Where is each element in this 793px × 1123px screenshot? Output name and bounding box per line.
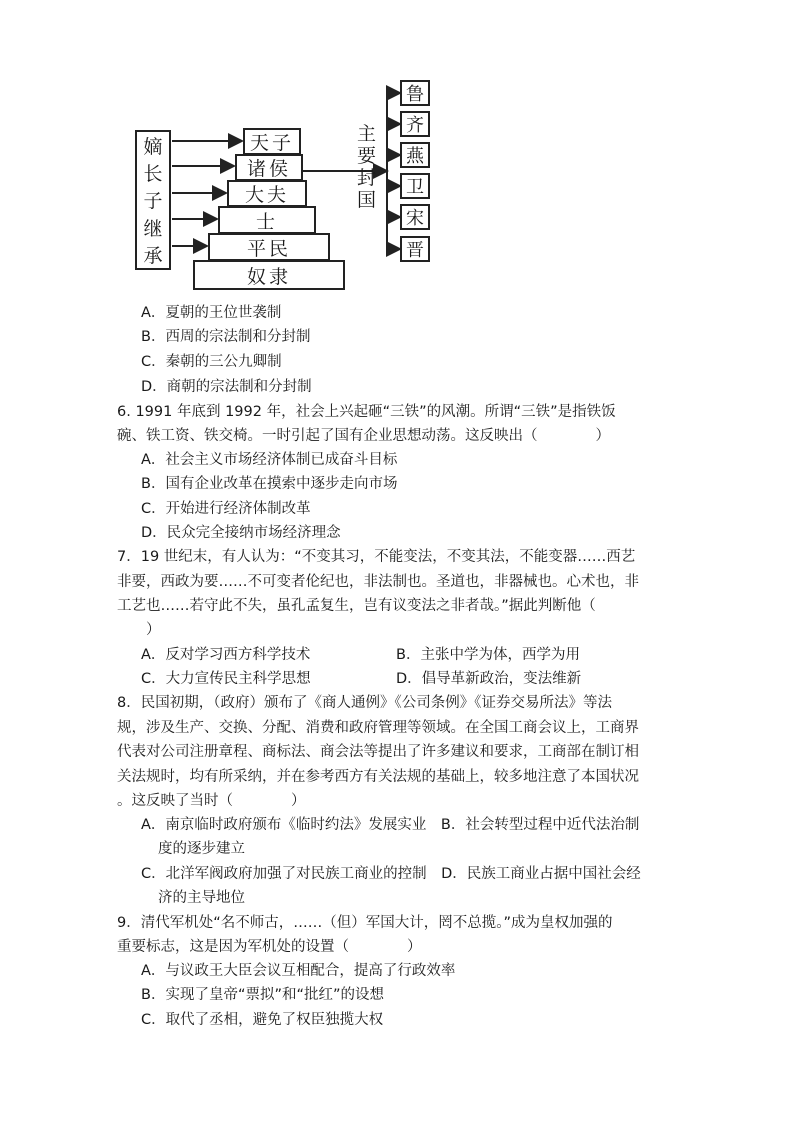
pyramid-level-dafu: 大夫 (227, 180, 307, 207)
pyramid-level-pingmin: 平民 (208, 233, 330, 261)
q9-option-b: B．实现了皇帝“票拟”和“批红”的设想 (141, 987, 384, 1003)
q8-option-b-cont: 度的逐步建立 (158, 841, 245, 857)
q8-option-cd: C．北洋军阀政府加强了对民族工商业的控制 D．民族工商业占据中国社会经 (141, 866, 641, 882)
q5-option-c: C．秦朝的三公九卿制 (141, 354, 282, 370)
inheritance-char: 子 (143, 190, 163, 213)
q8-stem: 代表对公司注册章程、商标法、商会法等提出了许多建议和要求，工商部在制订相 (117, 744, 639, 760)
q8-option-ab: A．南京临时政府颁布《临时约法》发展实业 B．社会转型过程中近代法治制 (141, 817, 640, 833)
state-box-qi: 齐 (400, 111, 430, 137)
q6-option-a: A．社会主义市场经济体制已成奋斗目标 (141, 452, 398, 468)
pyramid-level-nuli: 奴隶 (193, 260, 345, 290)
pyramid-level-zhuhou: 诸侯 (235, 154, 303, 181)
q7-stem: 7．19 世纪末，有人认为：“不变其习，不能变法，不变其法，不能变器……西艺 (117, 549, 636, 565)
q6-option-d: D．民众完全接纳市场经济理念 (141, 525, 341, 541)
state-box-jin: 晋 (400, 236, 430, 262)
state-box-yan: 燕 (400, 142, 430, 168)
inheritance-char: 承 (143, 244, 163, 267)
label-char: 主 (357, 123, 377, 145)
zongfa-diagram (135, 78, 435, 293)
q6-option-c: C．开始进行经济体制改革 (141, 501, 311, 517)
q8-stem: 8．民国初期，（政府）颁布了《商人通例》《公司条例》《证券交易所法》等法 (117, 695, 612, 711)
q9-stem: 重要标志，这是因为军机处的设置（ ） (117, 939, 422, 955)
q8-stem: 关法规时，均有所采纳，并在参考西方有关法规的基础上，较多地注意了本国状况 (117, 769, 639, 785)
q7-option-d: D．倡导革新政治，变法维新 (396, 671, 582, 687)
state-box-lu: 鲁 (400, 80, 430, 106)
label-char: 要 (357, 145, 377, 167)
pyramid-level-tianzi: 天子 (243, 128, 301, 155)
main-fiefdoms-label (357, 123, 376, 211)
q7-stem: 工艺也……若守此不失，虽孔孟复生，岂有议变法之非者哉。”据此判断他（ (117, 598, 596, 614)
q5-option-d: D．商朝的宗法制和分封制 (141, 379, 312, 395)
q9-option-c: C．取代了丞相，避免了权臣独揽大权 (141, 1012, 384, 1028)
q8-stem: 。这反映了当时（ ） (117, 793, 306, 809)
q8-stem: 规，涉及生产、交换、分配、消费和政府管理等领域。在全国工商会议上，工商界 (117, 720, 639, 736)
q7-option-a: A．反对学习西方科学技术 (141, 647, 311, 663)
q7-option-b: B．主张中学为体，西学为用 (396, 647, 580, 663)
label-char: 封 (357, 167, 377, 189)
q7-option-c: C．大力宣传民主科学思想 (141, 671, 311, 687)
inheritance-box (135, 130, 171, 270)
q5-option-b: B．西周的宗法制和分封制 (141, 329, 311, 345)
state-box-wei: 卫 (400, 173, 430, 199)
inheritance-char: 长 (143, 163, 163, 186)
q7-stem: 非要，西政为要……不可变者伦纪也，非法制也。圣道也，非器械也。心术也，非 (117, 574, 639, 590)
state-box-song: 宋 (400, 204, 430, 230)
q6-option-b: B．国有企业改革在摸索中逐步走向市场 (141, 476, 398, 492)
q9-stem: 9．清代军机处“名不师古，……（但）军国大计，罔不总揽。”成为皇权加强的 (117, 915, 613, 931)
pyramid-level-shi: 士 (218, 206, 316, 234)
inheritance-char: 嫡 (143, 136, 163, 159)
q8-option-d-cont: 济的主导地位 (158, 890, 245, 906)
q6-stem: 碗、铁工资、铁交椅。一时引起了国有企业思想动荡。这反映出（ ） (117, 428, 610, 444)
q6-stem: 6. 1991 年底到 1992 年，社会上兴起砸“三铁”的风潮。所谓“三铁”是指铁饭 (117, 404, 616, 420)
label-char: 国 (357, 189, 377, 211)
q7-stem: ） (117, 622, 161, 638)
q9-option-a: A．与议政王大臣会议互相配合，提高了行政效率 (141, 963, 456, 979)
inheritance-char: 继 (143, 217, 163, 240)
q5-option-a: A．夏朝的王位世袭制 (141, 305, 282, 321)
